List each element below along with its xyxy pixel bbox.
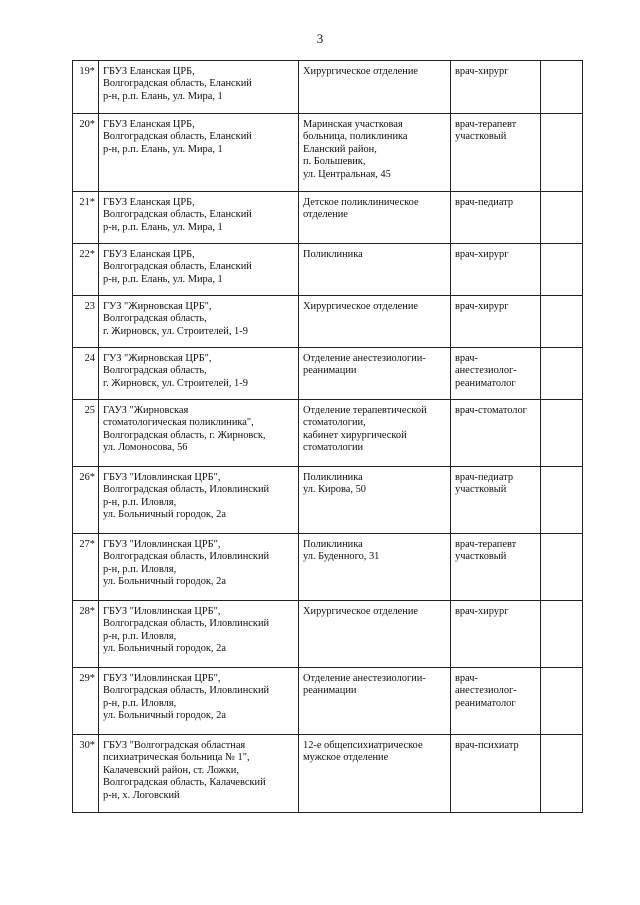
organization-cell: ГБУЗ "Иловлинская ЦРБ", Волгоградская область, Иловлинский р-н, р.п. Иловля, ул. Больничный городок, 2а: [99, 467, 299, 534]
row-number: 27*: [73, 534, 99, 601]
extra-cell: [541, 296, 583, 348]
table-row: [73, 400, 583, 467]
organization-cell: ГАУЗ "Жирновская стоматологическая поликлиника", Волгоградская область, г. Жирновск, ул. Ломоносова, 56: [99, 400, 299, 467]
organization-cell: ГБУЗ Еланская ЦРБ, Волгоградская область, Еланский р-н, р.п. Елань, ул. Мира, 1: [99, 114, 299, 192]
row-number: 29*: [73, 668, 99, 735]
organization-cell: ГБУЗ Еланская ЦРБ, Волгоградская область, Еланский р-н, р.п. Елань, ул. Мира, 1: [99, 244, 299, 296]
position-cell: врач-педиатр участковый: [451, 467, 541, 534]
row-number: 21*: [73, 192, 99, 244]
table-row: [73, 601, 583, 668]
organization-cell: ГБУЗ "Иловлинская ЦРБ", Волгоградская область, Иловлинский р-н, р.п. Иловля, ул. Больничный городок, 2а: [99, 668, 299, 735]
position-cell: врач- анестезиолог- реаниматолог: [451, 348, 541, 400]
department-cell: Хирургическое отделение: [299, 296, 451, 348]
page-number: 3: [316, 31, 324, 46]
position-cell: врач-педиатр: [451, 192, 541, 244]
row-number: 25: [73, 400, 99, 467]
row-number: 24: [73, 348, 99, 400]
row-number: 22*: [73, 244, 99, 296]
extra-cell: [541, 467, 583, 534]
position-cell: врач-психиатр: [451, 735, 541, 813]
extra-cell: [541, 735, 583, 813]
extra-cell: [541, 348, 583, 400]
position-cell: врач-хирург: [451, 601, 541, 668]
extra-cell: [541, 400, 583, 467]
department-cell: Хирургическое отделение: [299, 61, 451, 114]
position-cell: врач-хирург: [451, 61, 541, 114]
department-cell: Маринская участковая больница, поликлиника Еланский район, п. Большевик, ул. Центральная, 45: [299, 114, 451, 192]
row-number: 30*: [73, 735, 99, 813]
extra-cell: [541, 61, 583, 114]
extra-cell: [541, 244, 583, 296]
table-row: [73, 534, 583, 601]
organization-cell: ГУЗ "Жирновская ЦРБ", Волгоградская область, г. Жирновск, ул. Строителей, 1-9: [99, 296, 299, 348]
department-cell: Отделение анестезиологии- реанимации: [299, 348, 451, 400]
row-number: 20*: [73, 114, 99, 192]
extra-cell: [541, 601, 583, 668]
organization-cell: ГБУЗ "Волгоградская областная психиатрическая больница № 1", Калачевский район, ст. Ложки, Волгоградская область, Калачевский р-н, х. Логовский: [99, 735, 299, 813]
position-cell: врач-терапевт участковый: [451, 114, 541, 192]
position-cell: врач- анестезиолог- реаниматолог: [451, 668, 541, 735]
department-cell: Поликлиника: [299, 244, 451, 296]
row-number: 26*: [73, 467, 99, 534]
extra-cell: [541, 534, 583, 601]
department-cell: Поликлиника ул. Кирова, 50: [299, 467, 451, 534]
table-row: [73, 61, 583, 114]
organization-cell: ГБУЗ "Иловлинская ЦРБ", Волгоградская область, Иловлинский р-н, р.п. Иловля, ул. Больничный городок, 2а: [99, 534, 299, 601]
table-row: [73, 467, 583, 534]
row-number: 19*: [73, 61, 99, 114]
extra-cell: [541, 114, 583, 192]
table-row: [73, 244, 583, 296]
table-row: [73, 296, 583, 348]
department-cell: Хирургическое отделение: [299, 601, 451, 668]
table-row: [73, 348, 583, 400]
table-row: [73, 192, 583, 244]
department-cell: Отделение терапевтической стоматологии, кабинет хирургической стоматологии: [299, 400, 451, 467]
row-number: 23: [73, 296, 99, 348]
extra-cell: [541, 668, 583, 735]
department-cell: 12-е общепсихиатрическое мужское отделение: [299, 735, 451, 813]
department-cell: Поликлиника ул. Буденного, 31: [299, 534, 451, 601]
organization-cell: ГУЗ "Жирновская ЦРБ", Волгоградская область, г. Жирновск, ул. Строителей, 1-9: [99, 348, 299, 400]
table-row: [73, 114, 583, 192]
vacancy-table: [72, 60, 583, 813]
department-cell: Отделение анестезиологии- реанимации: [299, 668, 451, 735]
position-cell: врач-хирург: [451, 244, 541, 296]
position-cell: врач-терапевт участковый: [451, 534, 541, 601]
position-cell: врач-хирург: [451, 296, 541, 348]
department-cell: Детское поликлиническое отделение: [299, 192, 451, 244]
table-row: [73, 735, 583, 813]
organization-cell: ГБУЗ Еланская ЦРБ, Волгоградская область, Еланский р-н, р.п. Елань, ул. Мира, 1: [99, 192, 299, 244]
extra-cell: [541, 192, 583, 244]
table-row: [73, 668, 583, 735]
organization-cell: ГБУЗ "Иловлинская ЦРБ", Волгоградская область, Иловлинский р-н, р.п. Иловля, ул. Больничный городок, 2а: [99, 601, 299, 668]
row-number: 28*: [73, 601, 99, 668]
organization-cell: ГБУЗ Еланская ЦРБ, Волгоградская область, Еланский р-н, р.п. Елань, ул. Мира, 1: [99, 61, 299, 114]
position-cell: врач-стоматолог: [451, 400, 541, 467]
